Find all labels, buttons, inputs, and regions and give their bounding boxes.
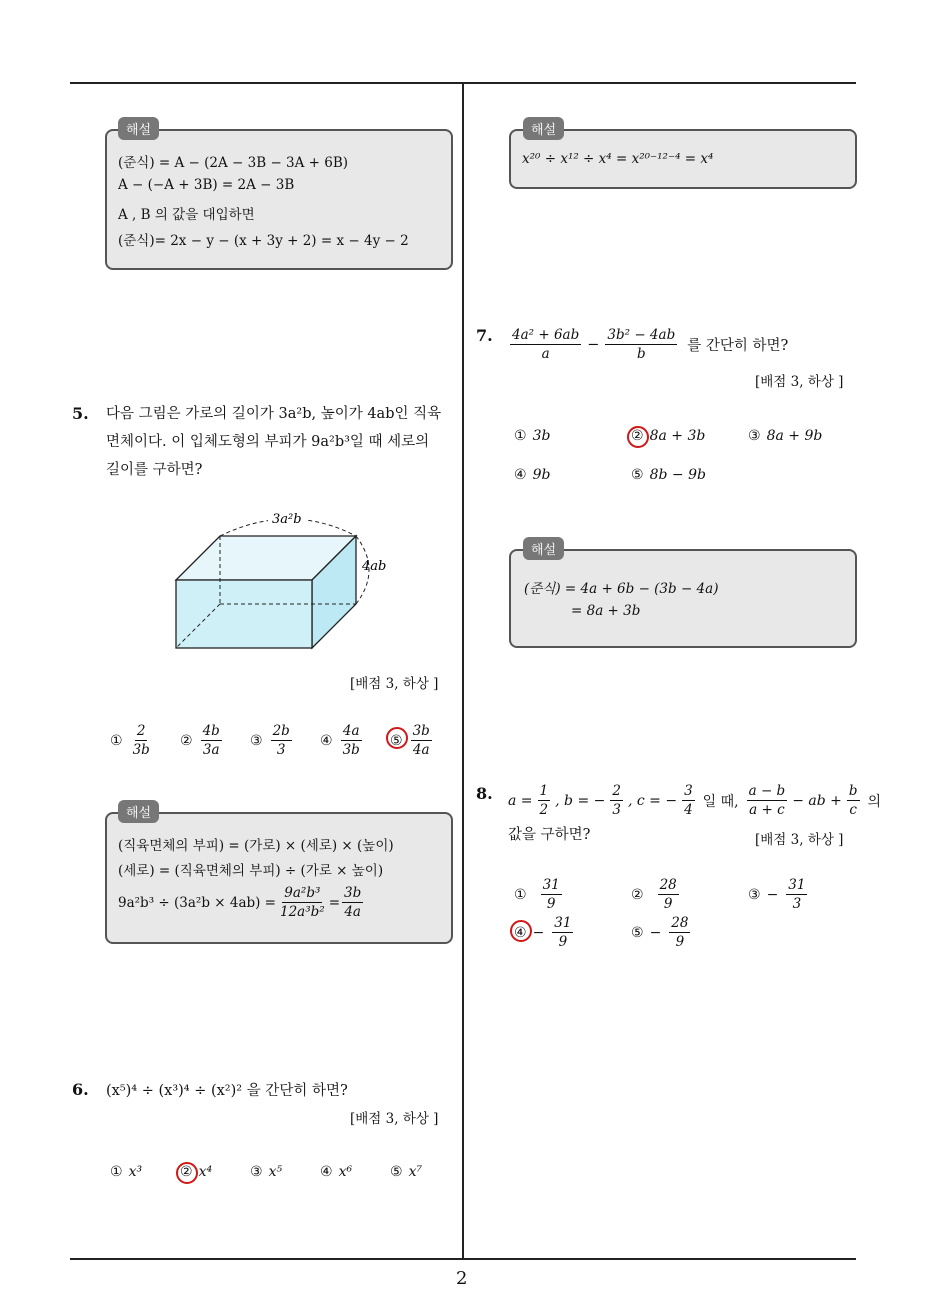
solution-line: (세로) = (직육면체의 부피) ÷ (가로 × 높이) xyxy=(118,863,384,879)
option-value: x⁷ xyxy=(408,1164,423,1180)
option-value: 8a + 3b xyxy=(649,428,706,444)
option-1[interactable] xyxy=(514,428,550,444)
solution-box-7 xyxy=(509,549,857,648)
option-sign: − xyxy=(649,924,662,941)
question-line: 면체이다. 이 입체도형의 부피가 9a²b³일 때 세로의 xyxy=(106,434,430,450)
cuboid-front-face xyxy=(176,580,312,648)
option-value: 8a + 9b xyxy=(766,428,823,444)
solution-tag: 해설 xyxy=(523,117,564,140)
question-text: (x⁵)⁴ ÷ (x³)⁴ ÷ (x²)² 을 간단히 하면? xyxy=(106,1083,348,1099)
option-4[interactable] xyxy=(514,467,550,483)
choice-marker: ④ xyxy=(320,1164,333,1180)
option-fraction: $\frac{28}{9}$ xyxy=(659,877,677,912)
option-2[interactable] xyxy=(180,722,224,759)
answer-circle xyxy=(627,426,649,448)
solution-line: (준식)= 2x − y − (x + 3y + 2) = x − 4y − 2 xyxy=(118,233,409,249)
choice-marker: ② xyxy=(631,428,644,444)
question-fraction: $\frac{b}{c}$ xyxy=(848,783,858,818)
solution-line xyxy=(118,884,365,921)
points-level: [배점 3, 하상 ] xyxy=(755,832,844,848)
choice-marker: ① xyxy=(514,428,527,444)
solution-line: (직육면체의 부피) = (가로) × (세로) × (높이) xyxy=(118,838,394,854)
choice-marker: ⑤ xyxy=(390,732,403,749)
option-value: x³ xyxy=(128,1164,143,1180)
option-fraction: $\frac{28}{9}$ xyxy=(671,915,689,950)
figure-label-height: 4ab xyxy=(362,559,387,574)
answer-circle xyxy=(510,920,532,942)
option-sign: − xyxy=(766,886,779,903)
choice-marker: ③ xyxy=(250,1164,263,1180)
question-number: 6. xyxy=(72,1080,89,1099)
question-text xyxy=(106,400,456,484)
option-5[interactable] xyxy=(631,914,692,951)
option-fraction: $\frac{31}{3}$ xyxy=(788,877,806,912)
option-fraction: $\frac{31}{9}$ xyxy=(542,877,560,912)
page-number: 2 xyxy=(456,1268,468,1289)
question-fraction: $\frac{2}{3}$ xyxy=(612,783,621,818)
question-text xyxy=(508,782,881,819)
option-value: x⁴ xyxy=(198,1164,213,1180)
option-1[interactable] xyxy=(514,876,564,913)
question-number: 5. xyxy=(72,404,89,423)
choice-marker: ⑤ xyxy=(390,1164,403,1180)
choice-marker: ④ xyxy=(514,924,527,941)
solution-tag: 해설 xyxy=(118,800,159,823)
answer-circle xyxy=(176,1162,198,1184)
option-5[interactable] xyxy=(631,467,706,483)
option-value: 9b xyxy=(532,467,551,483)
option-fraction: $\frac{4b}{3a}$ xyxy=(202,723,220,758)
expression-mid: − ab + xyxy=(792,792,842,809)
cuboid-figure xyxy=(160,500,400,660)
choice-marker: ④ xyxy=(514,467,527,483)
choice-marker: ① xyxy=(110,1164,123,1180)
question-fraction: $\frac{3}{4}$ xyxy=(684,783,693,818)
option-3[interactable] xyxy=(250,1164,282,1180)
solution-fraction: $\frac{\text{9a²b³}}{\text{12a³b²}}$ xyxy=(280,885,325,920)
answer-circle xyxy=(386,727,408,749)
option-3[interactable] xyxy=(748,428,822,444)
solution-expression: 9a²b³ ÷ (3a²b × 4ab) = xyxy=(118,894,276,911)
column-divider xyxy=(462,82,464,1259)
choice-marker: ② xyxy=(180,732,193,749)
option-4[interactable] xyxy=(320,722,364,759)
points-level: [배점 3, 하상 ] xyxy=(755,374,844,390)
choice-marker: ② xyxy=(631,886,644,903)
option-1[interactable] xyxy=(110,722,154,759)
question-line: 값을 구하면? xyxy=(508,827,591,843)
minus-sign: − xyxy=(587,336,600,353)
solution-line: (준식) = A − (2A − 3B − 3A + 6B) xyxy=(118,155,349,171)
equals-sign: = xyxy=(328,894,341,911)
option-4[interactable] xyxy=(320,1164,352,1180)
solution-line: (준식) = 4a + 6b − (3b − 4a) xyxy=(524,581,719,597)
question-tail: 를 간단히 하면? xyxy=(687,338,789,354)
question-fraction: $\frac{\text{4a² + 6ab}}{a}$ xyxy=(512,327,580,362)
choice-marker: ① xyxy=(514,886,527,903)
choice-marker: ③ xyxy=(748,886,761,903)
option-value: x⁵ xyxy=(268,1164,283,1180)
choice-marker: ⑤ xyxy=(631,467,644,483)
solution-tag: 해설 xyxy=(523,537,564,560)
solution-tag: 해설 xyxy=(118,117,159,140)
question-fraction: $\frac{\text{3b² − 4ab}}{b}$ xyxy=(607,327,676,362)
question-tail: 의 xyxy=(867,793,882,810)
option-fraction: $\frac{2b}{3}$ xyxy=(272,723,290,758)
option-2[interactable] xyxy=(631,876,681,913)
question-line: 길이를 구하면? xyxy=(106,462,203,478)
figure-label-width: 3a²b xyxy=(272,512,302,527)
solution-line: = 8a + 3b xyxy=(571,603,641,619)
option-sign: − xyxy=(532,924,545,941)
solution-fraction: $\frac{3b}{4a}$ xyxy=(344,885,362,920)
question-number: 7. xyxy=(476,326,493,345)
option-fraction: $\frac{4a}{3b}$ xyxy=(342,723,360,758)
choice-marker: ① xyxy=(110,732,123,749)
solution-line: A , B 의 값을 대입하면 xyxy=(118,207,255,223)
option-fraction: $\frac{2}{3b}$ xyxy=(132,723,150,758)
option-value: x⁶ xyxy=(338,1164,353,1180)
question-mid: 일 때, xyxy=(702,793,739,810)
solution-line: x²⁰ ÷ x¹² ÷ x⁴ = x²⁰⁻¹²⁻⁴ = x⁴ xyxy=(522,151,714,167)
solution-line: A − (−A + 3B) = 2A − 3B xyxy=(118,177,295,193)
question-text xyxy=(508,326,788,363)
option-fraction: $\frac{31}{9}$ xyxy=(554,915,572,950)
choice-marker: ② xyxy=(180,1164,193,1180)
question-fraction: $\frac{a - b}{a + c}$ xyxy=(748,783,786,818)
question-fraction: $\frac{1}{2}$ xyxy=(539,783,549,818)
variable-b: , b = − xyxy=(555,792,606,809)
option-1[interactable] xyxy=(110,1164,142,1180)
question-line: 다음 그림은 가로의 길이가 3a²b, 높이가 4ab인 직육 xyxy=(106,406,442,422)
points-level: [배점 3, 하상 ] xyxy=(350,676,439,692)
bottom-rule xyxy=(70,1258,856,1260)
variable-c: , c = − xyxy=(627,792,678,809)
option-value: 8b − 9b xyxy=(649,467,706,483)
option-fraction: $\frac{3b}{4a}$ xyxy=(412,723,430,758)
points-level: [배점 3, 하상 ] xyxy=(350,1111,439,1127)
question-number: 8. xyxy=(476,784,493,803)
choice-marker: ③ xyxy=(250,732,263,749)
option-3[interactable] xyxy=(748,876,809,913)
option-value: 3b xyxy=(532,428,551,444)
choice-marker: ④ xyxy=(320,732,333,749)
variable-a: a = xyxy=(508,792,533,809)
choice-marker: ⑤ xyxy=(631,924,644,941)
option-5[interactable] xyxy=(390,1164,422,1180)
option-3[interactable] xyxy=(250,722,294,759)
choice-marker: ③ xyxy=(748,428,761,444)
